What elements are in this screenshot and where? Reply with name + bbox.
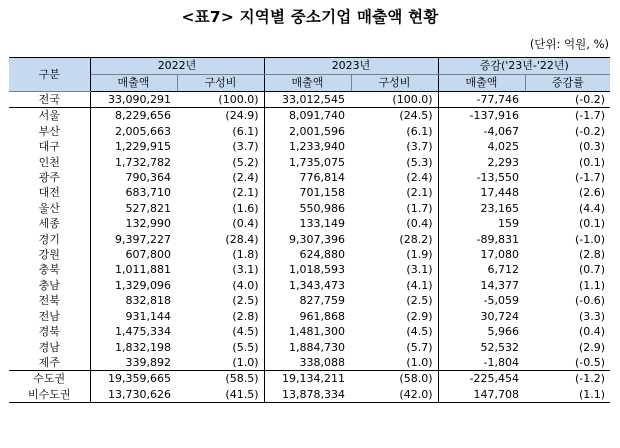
change-amount-cell: 17,080 (480, 248, 519, 262)
change-rate-cell: (1.1) (578, 278, 606, 292)
sales-2022-cell: 832,818 (125, 294, 171, 308)
table-row (9, 232, 610, 247)
change-amount-cell: -225,454 (438, 371, 525, 387)
header-rate: 증감률 (525, 75, 610, 92)
table-row (9, 340, 610, 355)
share-2023-cell: (1.0) (351, 355, 438, 371)
header-year-2022: 2022년 (90, 58, 264, 75)
sales-2023-cell: 33,012,545 (264, 92, 351, 108)
share-2022-cell: (0.4) (177, 216, 264, 231)
region-cell: 인천 (9, 155, 90, 170)
table-row (9, 309, 610, 324)
region-cell: 서울 (9, 108, 90, 124)
region-cell: 세종 (9, 216, 90, 231)
table-row (9, 355, 610, 371)
sales-2022-cell: 132,990 (125, 217, 171, 231)
share-2022-cell: (2.1) (177, 185, 264, 200)
sales-2023-cell: 133,149 (299, 217, 345, 231)
change-rate-cell: (-1.2) (525, 371, 610, 387)
share-2023-cell: (1.7) (351, 201, 438, 216)
share-2023-cell: (2.9) (351, 309, 438, 324)
change-rate-cell: (-0.2) (574, 124, 606, 138)
region-cell: 대전 (9, 185, 90, 200)
change-rate-cell: (-1.7) (574, 171, 606, 185)
change-amount-cell: 5,966 (487, 325, 519, 339)
region-cell: 강원 (9, 247, 90, 262)
share-2023-cell: (100.0) (351, 92, 438, 108)
sales-2023-cell: 776,814 (299, 171, 345, 185)
sales-2023-cell: 9,307,396 (289, 232, 345, 246)
change-amount-cell: -77,746 (438, 92, 525, 108)
share-2023-cell: (24.5) (351, 108, 438, 124)
share-2023-cell: (2.4) (351, 170, 438, 185)
sales-2023-cell: 1,735,075 (289, 155, 345, 169)
sales-2022-cell: 1,329,096 (115, 278, 171, 292)
change-amount-cell: 52,532 (480, 340, 519, 354)
table-row (9, 247, 610, 262)
table-row (9, 155, 610, 170)
share-2023-cell: (2.5) (351, 293, 438, 308)
share-2022-cell: (6.1) (177, 124, 264, 139)
header-sales-2022: 매출액 (90, 75, 177, 92)
change-amount-cell: -89,831 (476, 232, 519, 246)
region-cell: 경기 (9, 232, 90, 247)
sales-2023-cell: 701,158 (299, 186, 345, 200)
change-rate-cell: (3.3) (578, 309, 606, 323)
table-row (9, 387, 610, 403)
sales-2022-cell: 1,732,782 (115, 155, 171, 169)
share-2023-cell: (4.5) (351, 324, 438, 339)
share-2023-cell: (4.1) (351, 278, 438, 293)
change-amount-cell: 30,724 (480, 309, 519, 323)
region-cell: 광주 (9, 170, 90, 185)
sales-2022-cell: 1,832,198 (115, 340, 171, 354)
sales-2022-cell: 9,397,227 (115, 232, 171, 246)
sales-2023-cell: 19,134,211 (264, 371, 351, 387)
share-2022-cell: (3.7) (177, 139, 264, 154)
sales-2023-cell: 1,343,473 (289, 278, 345, 292)
change-rate-cell: (-1.7) (574, 109, 606, 123)
sales-2022-cell: 527,821 (125, 201, 171, 215)
change-amount-cell: -4,067 (483, 124, 519, 138)
table-row (9, 170, 610, 185)
table-row (9, 278, 610, 293)
table-row (9, 139, 610, 154)
share-2022-cell: (5.2) (177, 155, 264, 170)
sales-2023-cell: 624,880 (299, 248, 345, 262)
share-2022-cell: (24.9) (177, 108, 264, 124)
change-amount-cell: 4,025 (487, 140, 519, 154)
sales-2023-cell: 1,884,730 (289, 340, 345, 354)
share-2023-cell: (2.1) (351, 185, 438, 200)
change-rate-cell: (-0.2) (525, 92, 610, 108)
share-2023-cell: (5.3) (351, 155, 438, 170)
region-cell: 대구 (9, 139, 90, 154)
header-sales-change: 매출액 (438, 75, 525, 92)
region-cell: 충남 (9, 278, 90, 293)
table-row (9, 324, 610, 339)
change-amount-cell: -1,804 (483, 355, 519, 369)
table-body (9, 92, 610, 403)
share-2022-cell: (5.5) (177, 340, 264, 355)
change-rate-cell: (0.4) (578, 325, 606, 339)
change-amount-cell: 17,448 (480, 186, 519, 200)
share-2022-cell: (58.5) (177, 371, 264, 387)
sales-2022-cell: 13,730,626 (90, 387, 177, 403)
change-amount-cell: 23,165 (480, 201, 519, 215)
region-cell: 제주 (9, 355, 90, 371)
share-2023-cell: (3.7) (351, 139, 438, 154)
share-2022-cell: (1.0) (177, 355, 264, 371)
share-2022-cell: (1.6) (177, 201, 264, 216)
change-rate-cell: (0.1) (578, 155, 606, 169)
change-amount-cell: -5,059 (483, 294, 519, 308)
sales-2023-cell: 2,001,596 (289, 124, 345, 138)
sales-2022-cell: 1,011,881 (115, 263, 171, 277)
sales-2022-cell: 683,710 (125, 186, 171, 200)
share-2023-cell: (5.7) (351, 340, 438, 355)
header-sales-2023: 매출액 (264, 75, 351, 92)
share-2023-cell: (0.4) (351, 216, 438, 231)
share-2022-cell: (28.4) (177, 232, 264, 247)
change-rate-cell: (0.3) (578, 140, 606, 154)
change-rate-cell: (2.8) (578, 248, 606, 262)
sales-2022-cell: 1,229,915 (115, 140, 171, 154)
share-2022-cell: (4.5) (177, 324, 264, 339)
sales-2022-cell: 33,090,291 (90, 92, 177, 108)
table-row (9, 216, 610, 231)
header-share-2022: 구성비 (177, 75, 264, 92)
sales-2022-cell: 8,229,656 (115, 109, 171, 123)
sales-2023-cell: 1,018,593 (289, 263, 345, 277)
share-2022-cell: (2.8) (177, 309, 264, 324)
sales-2023-cell: 827,759 (299, 294, 345, 308)
sales-2022-cell: 790,364 (125, 171, 171, 185)
table-row (9, 201, 610, 216)
region-cell: 수도권 (9, 371, 90, 387)
share-2023-cell: (58.0) (351, 371, 438, 387)
table-row (9, 92, 610, 108)
region-cell: 비수도권 (9, 387, 90, 403)
region-cell: 전국 (9, 92, 90, 108)
sales-2023-cell: 8,091,740 (289, 109, 345, 123)
header-region: 구분 (9, 58, 90, 92)
change-amount-cell: 14,377 (480, 278, 519, 292)
table-row (9, 108, 610, 124)
share-2023-cell: (28.2) (351, 232, 438, 247)
sales-2022-cell: 607,800 (125, 248, 171, 262)
sales-table (9, 57, 610, 403)
table-row (9, 293, 610, 308)
region-cell: 경남 (9, 340, 90, 355)
change-rate-cell: (-1.0) (574, 232, 606, 246)
sales-2022-cell: 1,475,334 (115, 325, 171, 339)
change-rate-cell: (0.7) (578, 263, 606, 277)
table-row (9, 262, 610, 277)
table-title: <표7> 지역별 중소기업 매출액 현황 (181, 8, 439, 26)
share-2023-cell: (42.0) (351, 387, 438, 403)
change-amount-cell: -13,550 (476, 171, 519, 185)
sales-2023-cell: 1,233,940 (289, 140, 345, 154)
change-amount-cell: 147,708 (438, 387, 525, 403)
sales-2022-cell: 931,144 (125, 309, 171, 323)
share-2022-cell: (100.0) (177, 92, 264, 108)
change-rate-cell: (2.9) (578, 340, 606, 354)
change-amount-cell: 2,293 (487, 155, 519, 169)
change-rate-cell: (0.1) (578, 217, 606, 231)
header-share-2023: 구성비 (351, 75, 438, 92)
share-2023-cell: (1.9) (351, 247, 438, 262)
sales-2023-cell: 961,868 (299, 309, 345, 323)
change-amount-cell: 6,712 (487, 263, 519, 277)
region-cell: 울산 (9, 201, 90, 216)
share-2023-cell: (6.1) (351, 124, 438, 139)
change-amount-cell: -137,916 (469, 109, 519, 123)
table-row (9, 124, 610, 139)
change-rate-cell: (-0.5) (574, 355, 606, 369)
sales-2022-cell: 2,005,663 (115, 124, 171, 138)
region-cell: 경북 (9, 324, 90, 339)
table-row (9, 185, 610, 200)
table-row (9, 371, 610, 387)
share-2022-cell: (1.8) (177, 247, 264, 262)
region-cell: 전남 (9, 309, 90, 324)
sales-2022-cell: 19,359,665 (90, 371, 177, 387)
change-rate-cell: (-0.6) (574, 294, 606, 308)
share-2022-cell: (3.1) (177, 262, 264, 277)
header-year-2023: 2023년 (264, 58, 438, 75)
share-2022-cell: (2.5) (177, 293, 264, 308)
sales-2022-cell: 339,892 (125, 355, 171, 369)
sales-2023-cell: 1,481,300 (289, 325, 345, 339)
share-2022-cell: (4.0) (177, 278, 264, 293)
region-cell: 전북 (9, 293, 90, 308)
header-change: 증감('23년-'22년) (438, 58, 610, 75)
unit-label: (단위: 억원, %) (529, 37, 609, 51)
region-cell: 부산 (9, 124, 90, 139)
share-2023-cell: (3.1) (351, 262, 438, 277)
change-rate-cell: (2.6) (578, 186, 606, 200)
sales-2023-cell: 338,088 (299, 355, 345, 369)
change-rate-cell: (4.4) (578, 201, 606, 215)
share-2022-cell: (41.5) (177, 387, 264, 403)
region-cell: 충북 (9, 262, 90, 277)
change-rate-cell: (1.1) (525, 387, 610, 403)
share-2022-cell: (2.4) (177, 170, 264, 185)
sales-2023-cell: 550,986 (299, 201, 345, 215)
change-amount-cell: 159 (498, 217, 519, 231)
sales-2023-cell: 13,878,334 (264, 387, 351, 403)
